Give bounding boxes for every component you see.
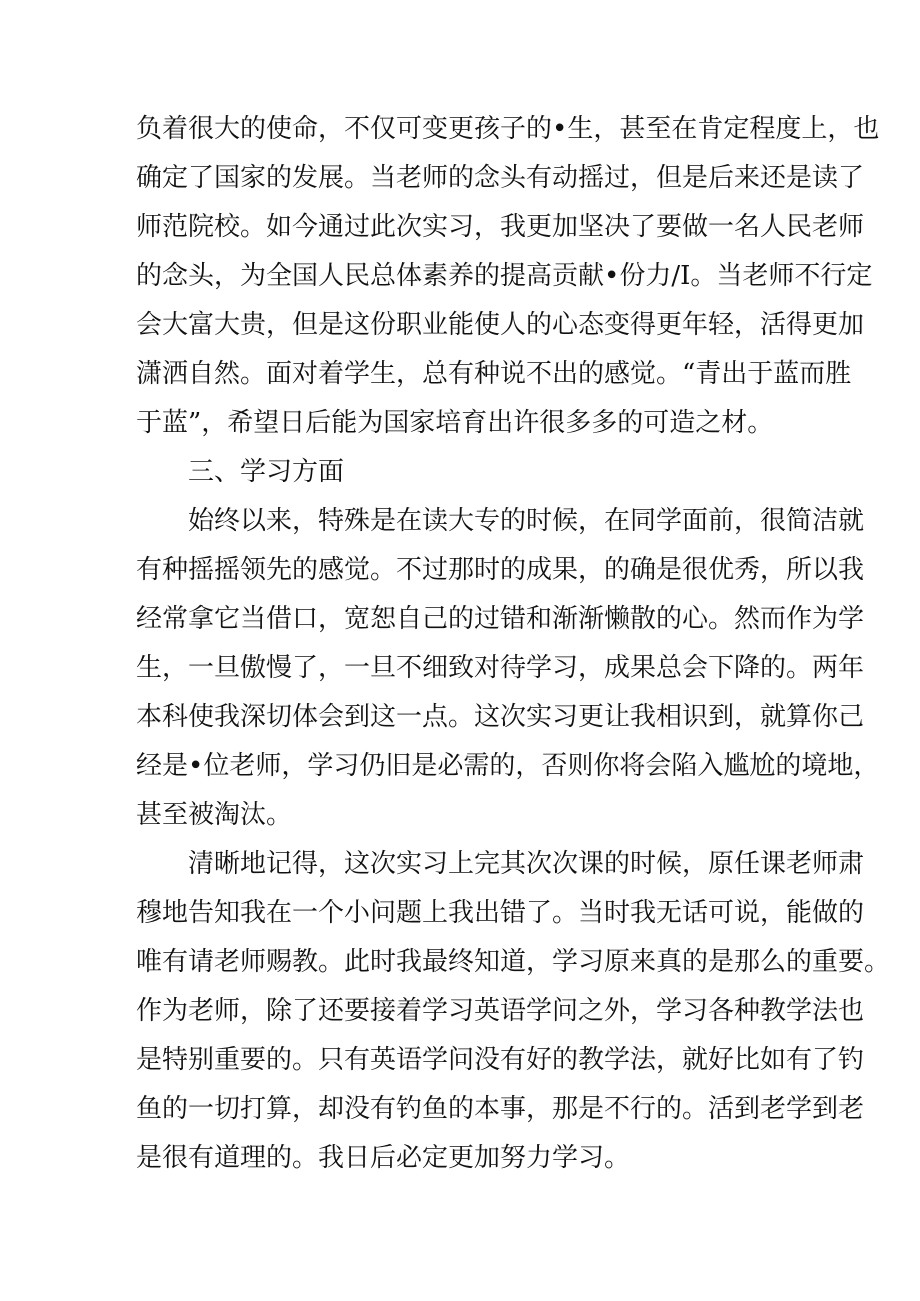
paragraph-3-line-7: 是很有道理的。我日后必定更加努力学习。	[136, 1143, 631, 1173]
paragraph-2-line-2: 有种摇摇领先的感觉。不过那时的成果，的确是很优秀，所以我	[136, 555, 865, 585]
paragraph-2-line-7: 甚至被淘汰。	[136, 800, 293, 830]
paragraph-2-line-4: 生，一旦傲慢了，一旦不细致对待学习，成果总会下降的。两年	[136, 653, 865, 683]
paragraph-1-line-1: 负着很大的使命，不仅可变更孩子的•生，甚至在肯定程度上，也	[136, 114, 880, 144]
paragraph-3-line-5: 是特别重要的。只有英语学问没有好的教学法，就好比如有了钓	[136, 1045, 865, 1075]
section-heading: 三、学习方面	[188, 457, 345, 487]
paragraph-3-line-3: 唯有请老师赐教。此时我最终知道，学习原来真的是那么的重要。	[136, 947, 891, 977]
paragraph-3-line-4: 作为老师，除了还要接着学习英语学问之外，学习各种教学法也	[136, 996, 865, 1026]
paragraph-3-line-6: 鱼的一切打算，却没有钓鱼的本事，那是不行的。活到老学到老	[136, 1094, 865, 1124]
paragraph-1-line-3: 师范院校。如今通过此次实习，我更加坚决了要做一名人民老师	[136, 212, 865, 242]
paragraph-2-line-3: 经常拿它当借口，宽恕自己的过错和渐渐懒散的心。然而作为学	[136, 604, 865, 634]
paragraph-3-line-1: 清晰地记得，这次实习上完其次次课的时候，原任课老师肃	[188, 849, 865, 879]
paragraph-2-line-1: 始终以来，特殊是在读大专的时候，在同学面前，很简洁就	[188, 506, 865, 536]
paragraph-2-line-5: 本科使我深切体会到这一点。这次实习更让我相识到，就算你己	[136, 702, 865, 732]
paragraph-1-line-2: 确定了国家的发展。当老师的念头有动摇过，但是后来还是读了	[136, 163, 865, 193]
paragraph-1-line-6: 潇洒自然。面对着学生，总有种说不出的感觉。“青出于蓝而胜	[136, 359, 852, 389]
paragraph-3-line-2: 穆地告知我在一个小问题上我出错了。当时我无话可说，能做的	[136, 898, 865, 928]
paragraph-1-line-5: 会大富大贵，但是这份职业能使人的心态变得更年轻，活得更加	[136, 310, 865, 340]
paragraph-2-line-6: 经是•位老师，学习仍旧是必需的，否则你将会陷入尴尬的境地，	[136, 751, 880, 781]
paragraph-1-line-4: 的念头，为全国人民总体素养的提高贡献•份力/I。当老师不行定	[136, 261, 873, 291]
paragraph-1-line-7: 于蓝”，希望日后能为国家培育出许很多多的可造之材。	[136, 408, 774, 438]
